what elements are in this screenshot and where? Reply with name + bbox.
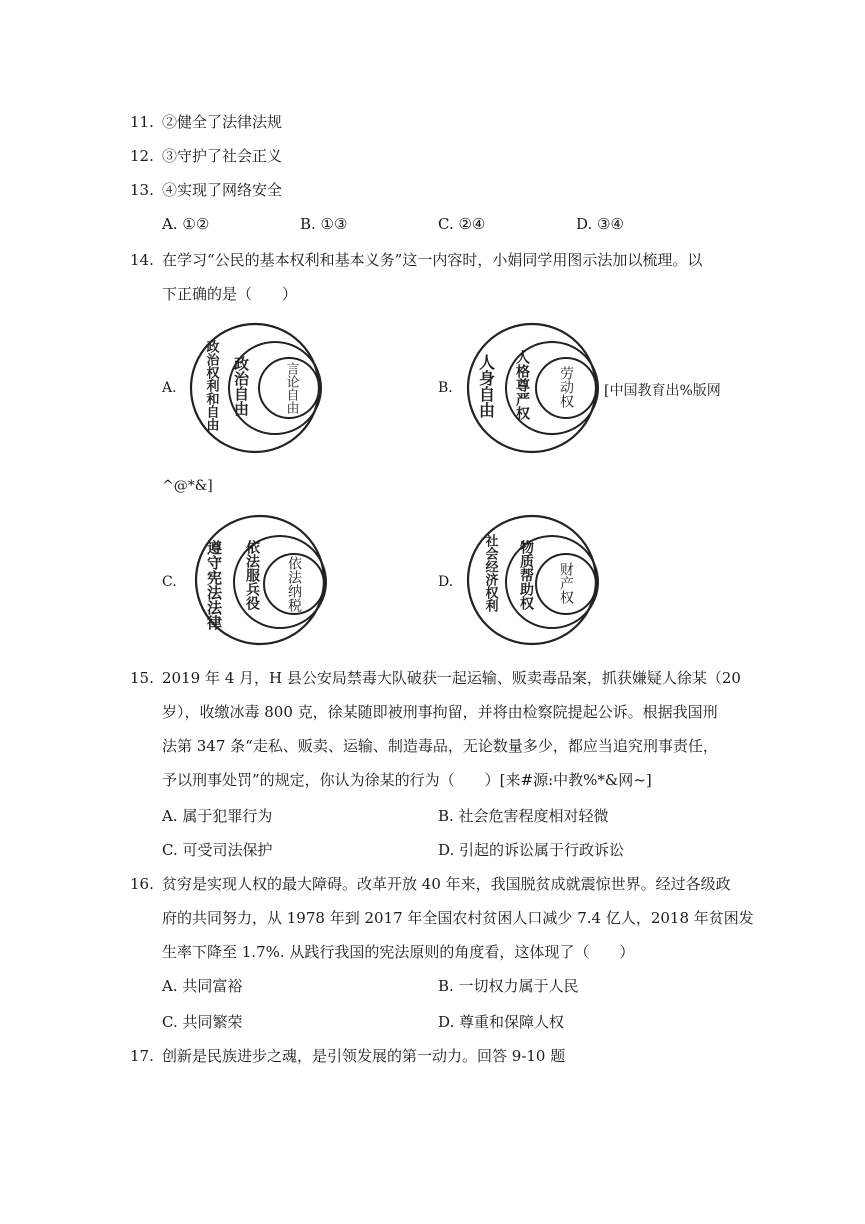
diagram-b-label[interactable]: B. [438,380,453,396]
question-stem-line-2: 下正确的是（ ） [162,285,298,303]
diagram-a [183,318,328,458]
watermark-text: ^@*&] [162,478,213,494]
outer-text: 社会经济权利 [482,534,498,612]
inner-text: 言论自由 [283,362,299,414]
outer-text: 人身自由 [476,354,496,418]
inner-text: 劳动权 [558,366,574,408]
question-stem-line-1: 贫穷是实现人权的最大障碍。改革开放 40 年来，我国脱贫成就震惊世界。经过各级政 [162,875,731,893]
question-number: 15. [130,669,154,687]
option-a[interactable]: A. 共同富裕 [162,977,243,995]
inner-text: 依法纳税 [286,556,302,612]
question-stem-line-3: 生率下降至 1.7%. 从践行我国的宪法原则的角度看，这体现了（ ） [162,943,635,961]
option-d[interactable]: D. ③④ [576,215,624,233]
diagram-c [188,510,333,650]
option-c[interactable]: C. ②④ [438,215,486,233]
middle-text: 依法服兵役 [244,540,260,610]
statement-text: ④实现了网络安全 [162,181,283,199]
question-stem-line-4: 予以刑事处罚”的规定，你认为徐某的行为（ ）[来#源:中教%*&网~] [162,771,652,789]
question-number: 17. [130,1047,154,1065]
option-a[interactable]: A. ①② [162,215,210,233]
question-number: 14. [130,251,154,269]
question-stem-line-2: 府的共同努力，从 1978 年到 2017 年全国农村贫困人口减少 7.4 亿人，2018 年贫困发 [162,909,754,927]
middle-text: 人格尊严权 [514,350,530,420]
outer-text: 政治权利和自由 [203,340,219,431]
question-number: 12. [130,147,154,165]
diagram-d [460,510,605,650]
option-d[interactable]: D. 尊重和保障人权 [438,1013,565,1031]
middle-text: 政治自由 [232,356,250,416]
option-c[interactable]: C. 可受司法保护 [162,841,273,859]
diagram-c-label[interactable]: C. [162,574,177,590]
question-stem-line-3: 法第 347 条“走私、贩卖、运输、制造毒品，无论数量多少，都应当追究刑事责任， [162,737,718,755]
option-c[interactable]: C. 共同繁荣 [162,1013,243,1031]
statement-text: ②健全了法律法规 [162,113,283,131]
question-stem-line-1: 2019 年 4 月，H 县公安局禁毒大队破获一起运输、贩卖毒品案，抓获嫌疑人徐某（20 [162,669,741,687]
question-number: 16. [130,875,154,893]
diagram-d-label[interactable]: D. [438,574,454,590]
inner-text: 财产权 [558,562,574,604]
option-b[interactable]: B. 社会危害程度相对轻微 [438,807,609,825]
middle-text: 物质帮助权 [518,540,534,610]
watermark-text: [中国教育出%版网 [604,383,721,399]
question-stem-line-2: 岁），收缴冰毒 800 克，徐某随即被刑事拘留，并将由检察院提起公诉。根据我国刑 [162,703,718,721]
option-b[interactable]: B. ①③ [300,215,348,233]
option-d[interactable]: D. 引起的诉讼属于行政诉讼 [438,841,625,859]
question-number: 11. [130,113,154,131]
question-stem: 创新是民族进步之魂，是引领发展的第一动力。回答 9-10 题 [162,1047,566,1065]
question-number: 13. [130,181,154,199]
diagram-b [460,318,605,458]
statement-text: ③守护了社会正义 [162,147,283,165]
option-a[interactable]: A. 属于犯罪行为 [162,807,273,825]
diagram-a-label[interactable]: A. [162,380,177,396]
option-b[interactable]: B. 一切权力属于人民 [438,977,579,995]
question-stem-line-1: 在学习“公民的基本权利和基本义务”这一内容时，小娟同学用图示法加以梳理。以 [162,251,703,269]
outer-text: 遵守宪法法律 [205,540,223,630]
